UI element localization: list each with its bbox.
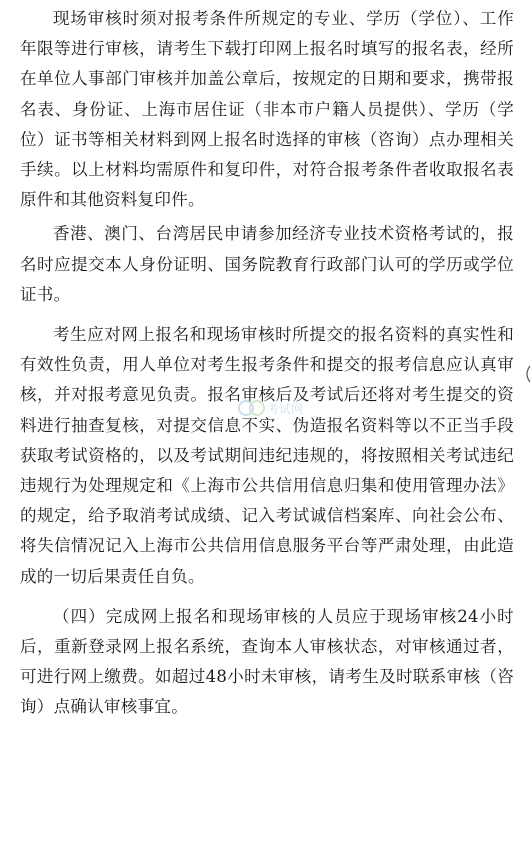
- paragraph-onsite-review: 现场审核时须对报考条件所规定的专业、学历（学位）、工作年限等进行审核，请考生下载打印网上报名时填写的报名表，经所在单位人事部门审核并加盖公章后，按规定的日期和要求，携带报名表、身份证、上海市居住证（非本市户籍人员提供）、学历（学位）证书等相关材料到网上报名时选择的审核（咨询）点办理相关手续。以上材料均需原件和复印件，对符合报考条件者收取报名表原件和其他资料复印件。: [20, 9, 514, 210]
- page-edge-mark: [522, 364, 532, 384]
- watermark-logo: [237, 396, 303, 420]
- paragraph-online-payment: （四）完成网上报名和现场审核的人员应于现场审核24小时后，重新登录网上报名系统，查询本人审核状态，对审核通过者，可进行网上缴费。如超过48小时未审核，请考生及时联系审核（咨询）点确认审核事宜。: [20, 606, 514, 717]
- paragraph-responsibility: 考生应对网上报名和现场审核时所提交的报名资料的真实性和有效性负责，用人单位对考生报考条件和提交的报考信息应认真审核，并对报考意见负责。报名审核后及考试后还将对考生提交的资料进行抽查复核，对提交信息不实、伪造报名资料等以不正当手段获取考试资格的，以及考试期间违纪违规的，将按照相关考试违纪违规行为处理规定和《上海市公共信用信息归集和使用管理办法》的规定，给予取消考试成绩、记入考试诚信档案库、向社会公布、将失信情况记入上海市公共信用信息服务平台等严肃处理，由此造成的一切后果责任自负。: [20, 325, 514, 586]
- document-body: [20, 4, 514, 723]
- paragraph-hk-macao-taiwan: 香港、澳门、台湾居民申请参加经济专业技术资格考试的，报名时应提交本人身份证明、国务院教育行政部门认可的学历或学位证书。: [20, 224, 514, 304]
- watermark-text: 考试网: [267, 402, 303, 416]
- bracket-edge-icon: [522, 364, 532, 384]
- watermark-logo-icon: [237, 396, 303, 420]
